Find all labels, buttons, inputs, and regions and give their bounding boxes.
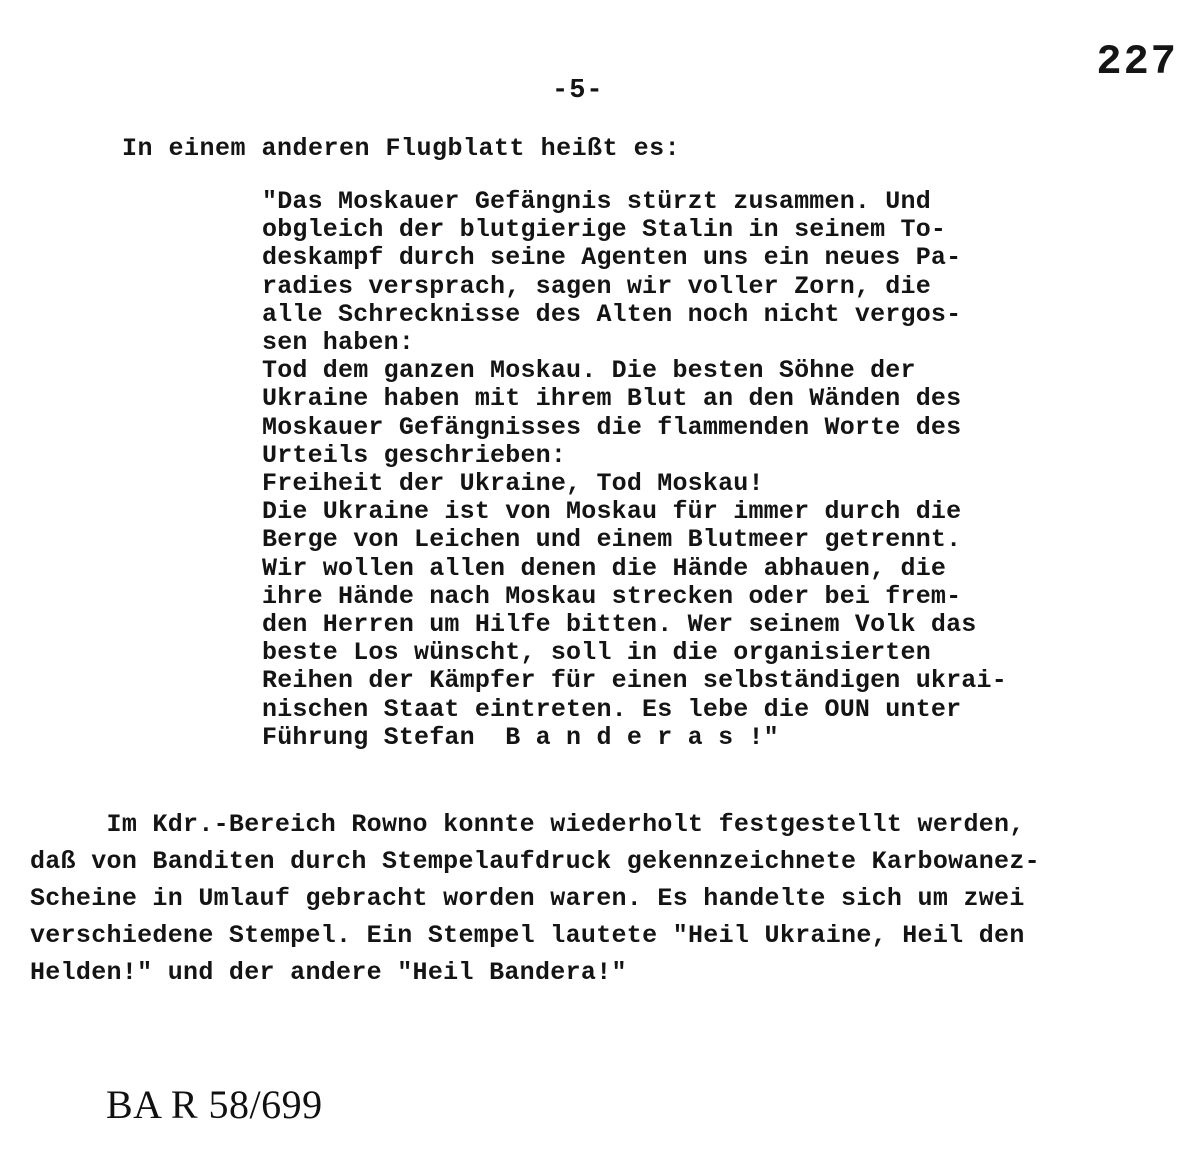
quote-line: Tod dem ganzen Moskau. Die besten Söhne der <box>262 356 916 386</box>
quote-line: deskampf durch seine Agenten uns ein neues Pa- <box>262 243 962 273</box>
quote-line: alle Schrecknisse des Alten noch nicht vergos- <box>262 299 962 329</box>
report-line: daß von Banditen durch Stempelaufdruck gekennzeichnete Karbowanez- <box>30 847 1040 876</box>
quote-line: den Herren um Hilfe bitten. Wer seinem Volk das <box>262 610 977 640</box>
quote-line: sen haben: <box>262 328 415 358</box>
intro-line: In einem anderen Flugblatt heißt es: <box>122 134 681 163</box>
leaflet-quote <box>262 188 1007 752</box>
report-paragraph <box>30 806 1040 991</box>
quote-line: ihre Hände nach Moskau strecken oder bei frem- <box>262 581 962 611</box>
quote-line: Wir wollen allen denen die Hände abhauen, die <box>262 553 947 583</box>
quote-line: Moskauer Gefängnisses die flammenden Worte des <box>262 412 962 442</box>
quote-line: Die Ukraine ist von Moskau für immer durch die <box>262 497 962 527</box>
report-line: Scheine in Umlauf gebracht worden waren. Es handelte sich um zwei <box>30 884 1025 913</box>
report-line: Im Kdr.-Bereich Rowno konnte wiederholt festgestellt werden, <box>30 810 1025 839</box>
quote-line: Berge von Leichen und einem Blutmeer getrennt. <box>262 525 962 555</box>
report-line: Helden!" und der andere "Heil Bandera!" <box>30 958 627 987</box>
quote-line: beste Los wünscht, soll in die organisierten <box>262 638 931 668</box>
quote-line: "Das Moskauer Gefängnis stürzt zusammen. Und <box>262 187 931 216</box>
quote-line: nischen Staat eintreten. Es lebe die OUN unter <box>262 694 962 724</box>
quote-line: Reihen der Kämpfer für einen selbständigen ukrai- <box>262 666 1007 696</box>
quote-line: Ukraine haben mit ihrem Blut an den Wänden des <box>262 384 962 414</box>
archive-page-number: 227 <box>1096 38 1178 86</box>
quote-line: Freiheit der Ukraine, Tod Moskau! <box>262 469 764 499</box>
quote-line: radies versprach, sagen wir voller Zorn, die <box>262 271 931 301</box>
quote-line: obgleich der blutgierige Stalin in seinem To- <box>262 215 947 245</box>
report-line: verschiedene Stempel. Ein Stempel lautete "Heil Ukraine, Heil den <box>30 921 1025 950</box>
archive-signature: BA R 58/699 <box>106 1082 323 1127</box>
quote-line: Urteils geschrieben: <box>262 440 567 470</box>
page-number: -5- <box>552 76 604 106</box>
quote-line: Führung Stefan B a n d e r a s !" <box>262 722 779 752</box>
